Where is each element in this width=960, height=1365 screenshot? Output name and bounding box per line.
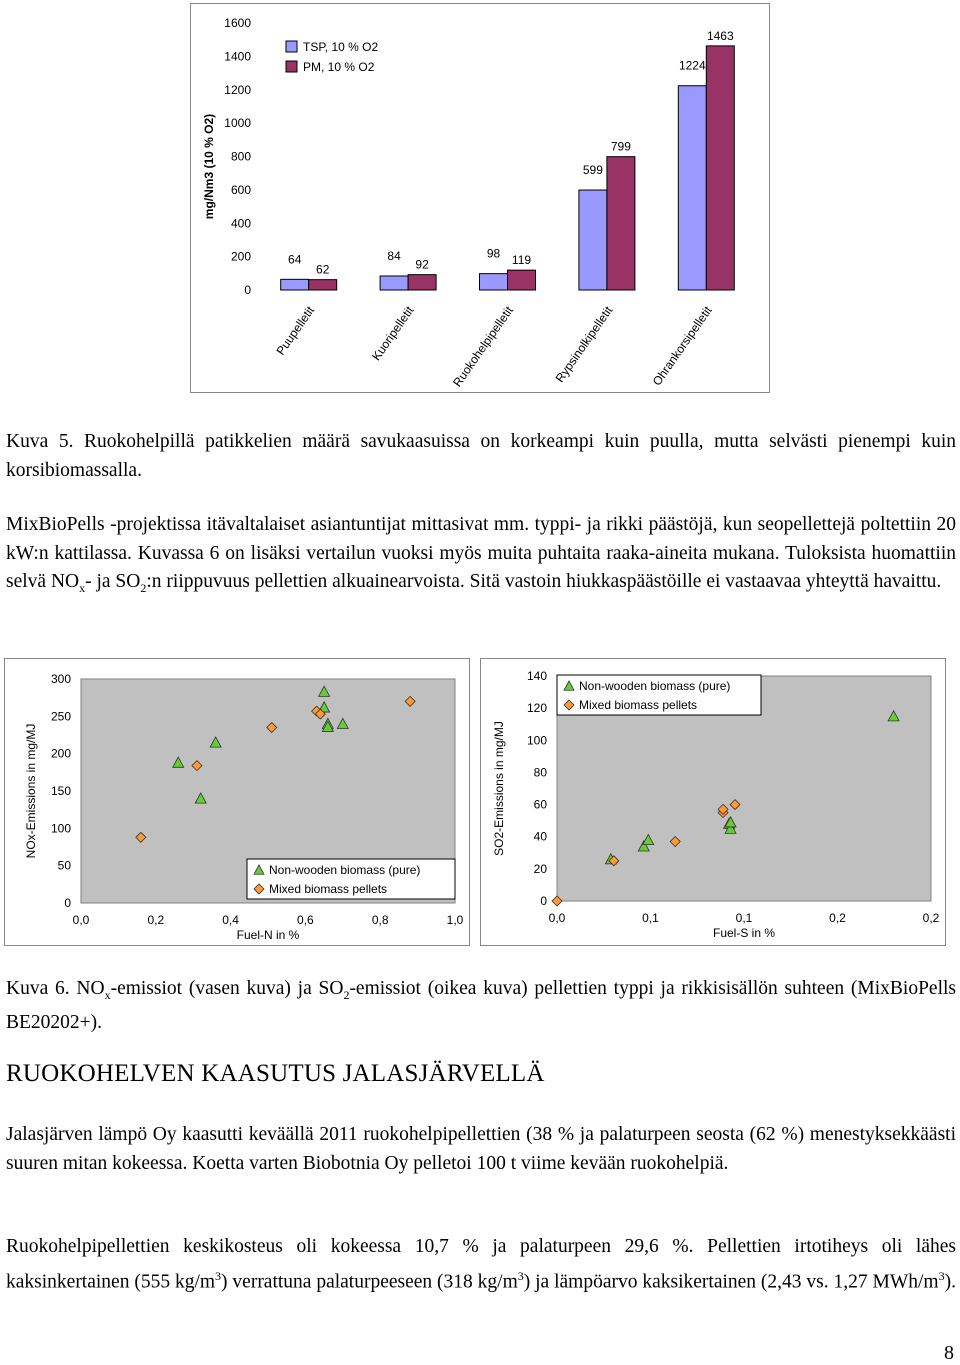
bar-data-label: 62 bbox=[316, 262, 330, 277]
bar-data-label: 119 bbox=[511, 253, 532, 268]
y-tick-label: 60 bbox=[533, 797, 547, 812]
x-tick-label: 0,0 bbox=[72, 913, 90, 927]
figure6-caption-part2: -emissiot (vasen kuva) ja SO bbox=[110, 978, 344, 999]
x-tick-label: 0,1 bbox=[642, 911, 659, 925]
legend bbox=[286, 40, 378, 74]
bar-data-label: 92 bbox=[415, 257, 429, 272]
page-number: 8 bbox=[944, 1342, 954, 1364]
y-tick-label: 1600 bbox=[224, 16, 251, 30]
caption-subscript-2: 2 bbox=[343, 987, 350, 1002]
bar bbox=[408, 275, 436, 290]
figure6-left-svg bbox=[5, 659, 469, 945]
bar bbox=[480, 274, 508, 290]
paragraph-pellets-properties bbox=[6, 1233, 956, 1297]
y-tick-label: 120 bbox=[526, 701, 547, 716]
y-tick-label: 400 bbox=[230, 216, 251, 231]
y-tick-label: 250 bbox=[50, 709, 71, 724]
y-tick-label: 40 bbox=[533, 829, 547, 844]
x-tick-label: Kuoripelletit bbox=[369, 303, 417, 364]
bar-data-label: 1224 bbox=[678, 58, 706, 73]
paragraph-mixbiopells-part1: MixBioPells -projektissa itävaltalaiset asiantuntijat mittasivat mm. typpi- ja rikki päästöjä, kun seopellettejä poltettiin 20 kW:n kattilassa. Kuvassa 6 on lisäksi vertailun vuoksi myös muita puhtaita raaka-aineita mukana. Tuloksista huomattiin selvä NO bbox=[6, 514, 956, 592]
y-tick-label: 0 bbox=[540, 894, 547, 908]
figure5-svg bbox=[191, 4, 769, 392]
paragraph3-part4: ). bbox=[944, 1271, 956, 1292]
y-tick-label: 80 bbox=[533, 765, 547, 780]
x-tick-label: Ohrankorsipelletit bbox=[649, 303, 715, 389]
paragraph3-part3: ) ja lämpöarvo kaksikertainen (2,43 vs. 1,27 MWh/m bbox=[523, 1271, 939, 1292]
x-tick-label: Puupelletit bbox=[273, 303, 318, 358]
x-tick-label: 0,0 bbox=[548, 911, 566, 925]
subscript-2: 2 bbox=[140, 580, 147, 595]
y-tick-label: 20 bbox=[533, 861, 547, 876]
legend-label: Mixed biomass pellets bbox=[579, 698, 698, 712]
x-tick-label: 0,2 bbox=[922, 911, 940, 925]
legend-label: Non-wooden biomass (pure) bbox=[269, 863, 421, 877]
figure5-chart bbox=[190, 3, 770, 393]
paragraph-mixbiopells-part2: - ja SO bbox=[85, 571, 141, 592]
y-tick-label: 800 bbox=[230, 149, 251, 164]
paragraph-mixbiopells bbox=[6, 511, 956, 602]
y-axis-label: NOx-Emissions in mg/MJ bbox=[24, 723, 38, 859]
caption-subscript-x: x bbox=[104, 987, 111, 1002]
figure6-caption bbox=[6, 975, 956, 1038]
x-axis-label: Fuel-S in % bbox=[712, 926, 776, 940]
paragraph3-part2: ) verrattuna palaturpeeseen (318 kg/m bbox=[221, 1271, 518, 1292]
x-tick-label: 0,4 bbox=[222, 913, 239, 927]
y-tick-label: 1200 bbox=[224, 82, 251, 97]
section-heading: RUOKOHELVEN KAASUTUS JALASJÄRVELLÄ bbox=[6, 1060, 545, 1087]
bar bbox=[281, 279, 309, 290]
legend bbox=[557, 675, 761, 715]
y-tick-label: 0 bbox=[64, 896, 71, 910]
superscript-3c: 3 bbox=[938, 1268, 945, 1283]
bar-data-label: 98 bbox=[486, 246, 501, 261]
y-tick-label: 300 bbox=[50, 672, 71, 686]
y-tick-label: 100 bbox=[526, 733, 547, 748]
superscript-3b: 3 bbox=[517, 1268, 524, 1283]
bar bbox=[607, 157, 635, 290]
legend-label: TSP, 10 % O2 bbox=[303, 40, 379, 54]
bar-data-label: 1463 bbox=[706, 28, 734, 43]
y-tick-label: 600 bbox=[230, 182, 251, 197]
bar-data-label: 599 bbox=[582, 163, 603, 178]
y-tick-label: 100 bbox=[50, 821, 71, 836]
y-tick-label: 0 bbox=[244, 283, 251, 297]
superscript-3a: 3 bbox=[215, 1268, 222, 1283]
figure6-caption-part3: -emissiot (oikea kuva) pellettien typpi ja rikkisisällön suhteen (MixBioPells BE20202+). bbox=[6, 978, 956, 1034]
legend-label: PM, 10 % O2 bbox=[303, 60, 375, 74]
paragraph-jalasjarvi: Jalasjärven lämpö Oy kaasutti keväällä 2011 ruokohelpipellettien (38 % ja palaturpeen seosta (62 %) menestyksekkäästi suuren mitan kokeessa. Koetta varten Biobotnia Oy pelletoi 100 t viime kevään ruokohelpiä. bbox=[6, 1124, 956, 1174]
y-tick-label: 150 bbox=[50, 784, 71, 798]
legend-swatch bbox=[286, 61, 297, 72]
x-tick-label: Rypsinolkipelletit bbox=[552, 303, 616, 385]
bar bbox=[309, 280, 337, 290]
bar bbox=[678, 86, 706, 290]
y-tick-label: 1400 bbox=[224, 49, 251, 64]
y-tick-label: 200 bbox=[50, 746, 71, 761]
subscript-x: x bbox=[79, 580, 86, 595]
legend-label: Non-wooden biomass (pure) bbox=[579, 679, 731, 693]
bar-data-label: 84 bbox=[387, 248, 401, 263]
x-tick-label: 0,6 bbox=[297, 913, 314, 927]
x-tick-label: 0,2 bbox=[829, 911, 846, 925]
paragraph-mixbiopells-part3: :n riippuvuus pellettien alkuainearvoista. Sitä vastoin hiukkaspäästöille ei vastaavaa yhteyttä havaittu. bbox=[146, 571, 942, 592]
figure6-caption-part1: Kuva 6. NO bbox=[6, 978, 105, 999]
paragraph3-part1: Ruokohelpipellettien keskikosteus oli kokeessa 10,7 % ja palaturpeen 29,6 %. Pellettien irtotiheys oli lähes kaksinkertainen (555 kg/m bbox=[6, 1236, 956, 1292]
y-tick-label: 200 bbox=[230, 249, 251, 264]
y-tick-label: 1000 bbox=[224, 116, 251, 131]
x-tick-label: 1,0 bbox=[446, 913, 464, 927]
bar-data-label: 799 bbox=[610, 139, 631, 154]
x-tick-label: 0,8 bbox=[371, 913, 389, 927]
legend bbox=[247, 859, 455, 899]
y-tick-label: 50 bbox=[57, 858, 71, 873]
bar bbox=[579, 190, 607, 290]
x-axis-label: Fuel-N in % bbox=[236, 928, 300, 942]
bar bbox=[508, 270, 536, 290]
bar bbox=[706, 46, 734, 290]
x-tick-label: 0,2 bbox=[147, 913, 165, 927]
figure6-right-svg bbox=[481, 659, 945, 945]
figure6-left-chart bbox=[4, 658, 470, 946]
x-tick-label: 0,1 bbox=[735, 911, 753, 925]
legend-swatch bbox=[286, 41, 297, 52]
bar bbox=[380, 276, 408, 290]
y-axis-label: mg/Nm3 (10 % O2) bbox=[202, 113, 216, 220]
y-tick-label: 140 bbox=[526, 669, 547, 683]
y-axis-label: SO2-Emissions in mg/MJ bbox=[492, 721, 506, 856]
bar-data-label: 64 bbox=[288, 252, 302, 267]
legend-label: Mixed biomass pellets bbox=[269, 882, 388, 896]
x-tick-label: Ruokohelpipelletit bbox=[450, 303, 516, 390]
figure5-caption: Kuva 5. Ruokohelpillä patikkelien määrä savukaasuissa on korkeampi kuin puulla, mutta selvästi pienempi kuin korsibiomassalla. bbox=[6, 431, 956, 481]
figure6-right-chart bbox=[480, 658, 946, 946]
